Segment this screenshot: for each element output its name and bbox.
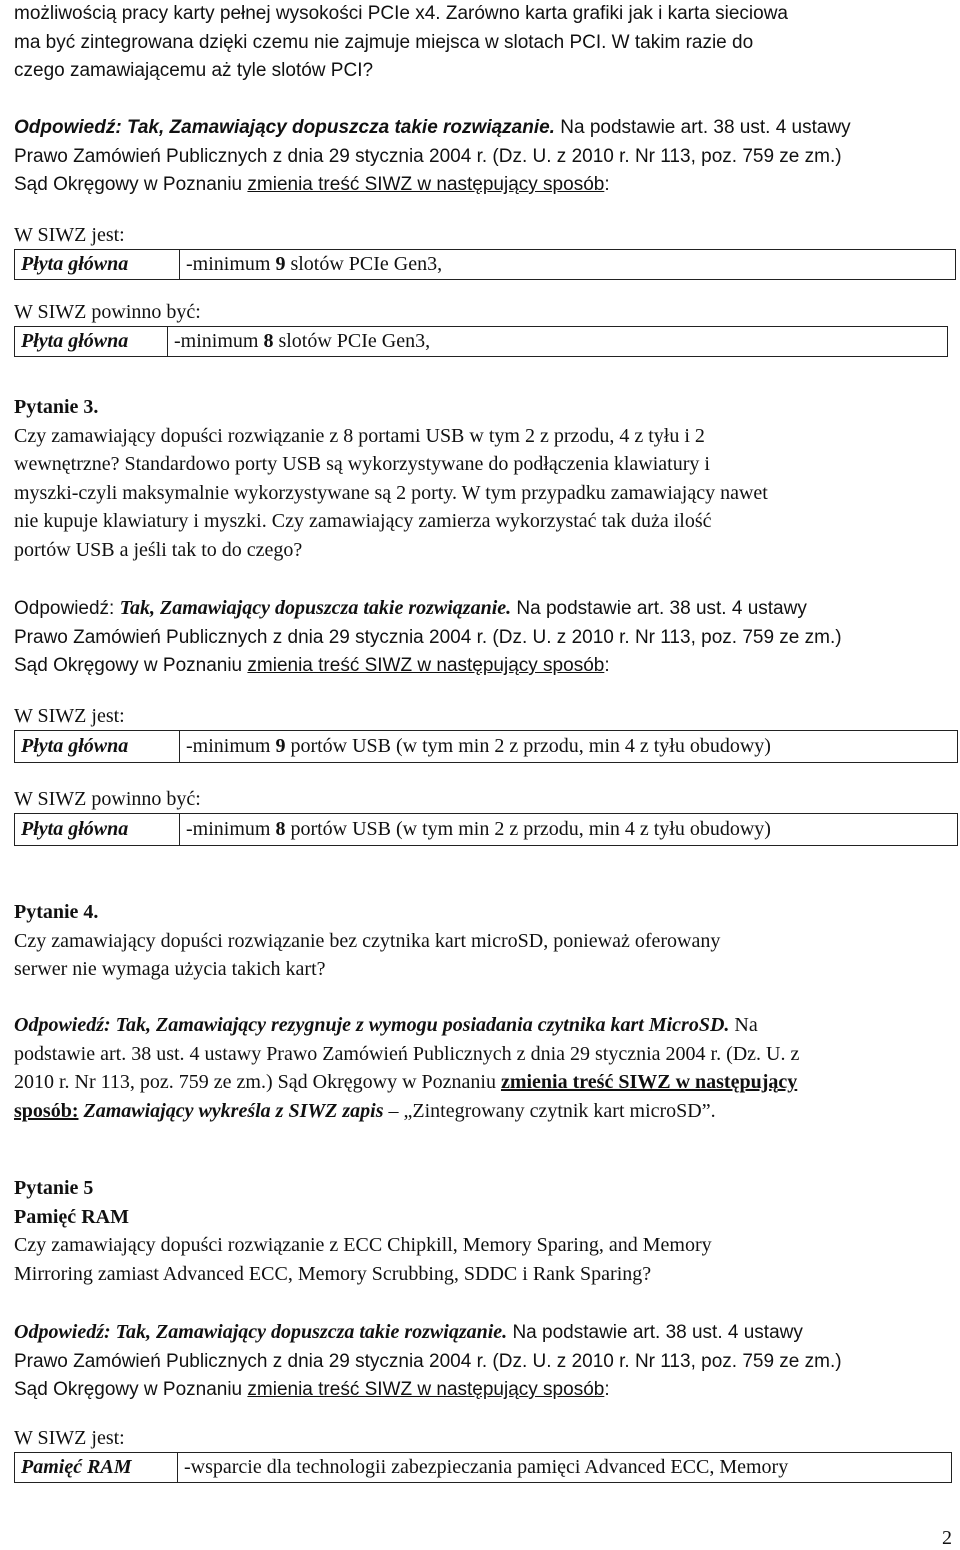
court-line: Sąd Okręgowy w Poznaniu zmienia treść SIWZ w następujący sposób: [14, 174, 610, 196]
question-3 [14, 393, 950, 565]
siwz-key: Pamięć RAM [15, 1453, 178, 1483]
legal-basis-line: Prawo Zamówień Publicznych z dnia 29 stycznia 2004 r. (Dz. U. z 2010 r. Nr 113, poz. 759 ze zm.) [14, 1350, 842, 1372]
decision-line: sposób: Zamawiający wykreśla z SIWZ zapis – „Zintegrowany czytnik kart microSD”. [14, 1099, 716, 1122]
court-line: 2010 r. Nr 113, poz. 759 ze zm.) Sąd Okręgowy w Poznaniu zmienia treść SIWZ w następujący [14, 1071, 798, 1094]
answer-text: Odpowiedź: Tak, Zamawiający rezygnuje z wymogu posiadania czytnika kart MicroSD. [14, 1014, 730, 1036]
siwz-value: -wsparcie dla technologii zabezpieczania pamięci Advanced ECC, Memory [178, 1453, 952, 1483]
legal-basis: Na podstawie art. 38 ust. 4 ustawy [554, 117, 851, 138]
answer-4: Odpowiedź: Tak, Zamawiający rezygnuje z wymogu posiadania czytnika kart MicroSD. Na podstawie art. 38 ust. 4 ustawy Prawo Zamówień Publicznych z dnia 29 stycznia 2004 r. (Dz. U. z 2010 r. Nr 113, poz. 759 ze zm.) Sąd Okręgowy w Poznaniu zmienia treść SIWZ w następujący sposób: Zamawiający wykreśla z SIWZ zapis – „Zintegrowany czytnik kart microSD”. [14, 1011, 950, 1125]
answer-text: Tak, Zamawiający dopuszcza takie rozwiązanie. [119, 597, 512, 619]
answer-3: Odpowiedź: Tak, Zamawiający dopuszcza takie rozwiązanie. Na podstawie art. 38 ust. 4 ustawy Prawo Zamówień Publicznych z dnia 29 stycznia 2004 r. (Dz. U. z 2010 r. Nr 113, poz. 759 ze zm.) Sąd Okręgowy w Poznaniu zmienia treść SIWZ w następujący sposób: [14, 594, 950, 681]
question-line: nie kupuje klawiatury i myszki. Czy zamawiający zamierza wykorzystać tak duża ilość [14, 510, 712, 533]
siwz-powinno-table [14, 813, 958, 846]
answer-label: Odpowiedź: [14, 598, 120, 619]
siwz-block-3 [14, 1424, 952, 1483]
siwz-powinno-table [14, 326, 948, 357]
siwz-value: -minimum 8 slotów PCIe Gen3, [168, 327, 948, 357]
question-line: myszki-czyli maksymalnie wykorzystywane są 2 porty. W tym przypadku zamawiający nawet [14, 481, 768, 504]
intro-paragraph [14, 0, 788, 86]
question-line: Czy zamawiający dopuści rozwiązanie bez czytnika kart microSD, ponieważ oferowany [14, 929, 721, 952]
question-line: Czy zamawiający dopuści rozwiązanie z 8 portami USB w tym 2 z przodu, 4 z tyłu i 2 [14, 424, 705, 447]
question-title: Pytanie 4. [14, 901, 99, 923]
legal-basis-line: podstawie art. 38 ust. 4 ustawy Prawo Zamówień Publicznych z dnia 29 stycznia 2004 r. (Dz. U. z [14, 1042, 800, 1065]
answer-label: Odpowiedź: Tak, Zamawiający dopuszcza takie rozwiązanie. [14, 117, 555, 138]
question-title: Pytanie 3. [14, 396, 99, 418]
siwz-jest-label: W SIWZ jest: [14, 224, 125, 246]
intro-line: ma być zintegrowana dzięki czemu nie zajmuje miejsca w slotach PCI. W takim razie do [14, 31, 754, 53]
court-line: Sąd Okręgowy w Poznaniu zmienia treść SIWZ w następujący sposób: [14, 1379, 610, 1401]
siwz-value: -minimum 9 slotów PCIe Gen3, [180, 250, 956, 280]
siwz-jest-label: W SIWZ jest: [14, 1427, 125, 1449]
siwz-powinno-label: W SIWZ powinno być: [14, 301, 201, 323]
question-line: serwer nie wymaga użycia takich kart? [14, 958, 326, 981]
intro-line: czego zamawiającemu aż tyle slotów PCI? [14, 60, 374, 82]
page-number: 2 [942, 1527, 952, 1549]
siwz-value: -minimum 8 portów USB (w tym min 2 z przodu, min 4 z tyłu obudowy) [180, 814, 958, 846]
question-line: Czy zamawiający dopuści rozwiązanie z ECC Chipkill, Memory Sparing, and Memory [14, 1234, 712, 1257]
court-line: Sąd Okręgowy w Poznaniu zmienia treść SIWZ w następujący sposób: [14, 655, 610, 677]
question-4 [14, 898, 950, 984]
legal-basis-line: Prawo Zamówień Publicznych z dnia 29 stycznia 2004 r. (Dz. U. z 2010 r. Nr 113, poz. 759 ze zm.) [14, 145, 842, 167]
answer-1 [14, 113, 950, 200]
siwz-block-2 [14, 702, 958, 846]
question-subtitle: Pamięć RAM [14, 1205, 129, 1228]
intro-line: możliwością pracy karty pełnej wysokości PCIe x4. Zarówno karta grafiki jak i karta sieciowa [14, 3, 788, 24]
siwz-powinno-label: W SIWZ powinno być: [14, 788, 201, 810]
question-5 [14, 1174, 950, 1288]
siwz-jest-table [14, 249, 956, 280]
siwz-value: -minimum 9 portów USB (w tym min 2 z przodu, min 4 z tyłu obudowy) [180, 731, 958, 763]
question-line: wewnętrzne? Standardowo porty USB są wykorzystywane do podłączenia klawiatury i [14, 453, 710, 476]
question-line: Mirroring zamiast Advanced ECC, Memory Scrubbing, SDDC i Rank Sparing? [14, 1262, 652, 1285]
answer-text: Odpowiedź: Tak, Zamawiający dopuszcza takie rozwiązanie. [14, 1321, 508, 1343]
siwz-key: Płyta główna [15, 814, 180, 846]
siwz-jest-label: W SIWZ jest: [14, 705, 125, 727]
question-line: portów USB a jeśli tak to do czego? [14, 538, 303, 561]
answer-5: Odpowiedź: Tak, Zamawiający dopuszcza takie rozwiązanie. Na podstawie art. 38 ust. 4 ustawy Prawo Zamówień Publicznych z dnia 29 stycznia 2004 r. (Dz. U. z 2010 r. Nr 113, poz. 759 ze zm.) Sąd Okręgowy w Poznaniu zmienia treść SIWZ w następujący sposób: [14, 1318, 950, 1405]
siwz-key: Płyta główna [15, 250, 180, 280]
siwz-jest-table [14, 730, 958, 763]
legal-basis-line: Prawo Zamówień Publicznych z dnia 29 stycznia 2004 r. (Dz. U. z 2010 r. Nr 113, poz. 759 ze zm.) [14, 626, 842, 648]
question-title: Pytanie 5 [14, 1177, 94, 1199]
siwz-key: Płyta główna [15, 327, 168, 357]
siwz-block-1 [14, 221, 956, 357]
siwz-key: Płyta główna [15, 731, 180, 763]
siwz-jest-table [14, 1452, 952, 1483]
